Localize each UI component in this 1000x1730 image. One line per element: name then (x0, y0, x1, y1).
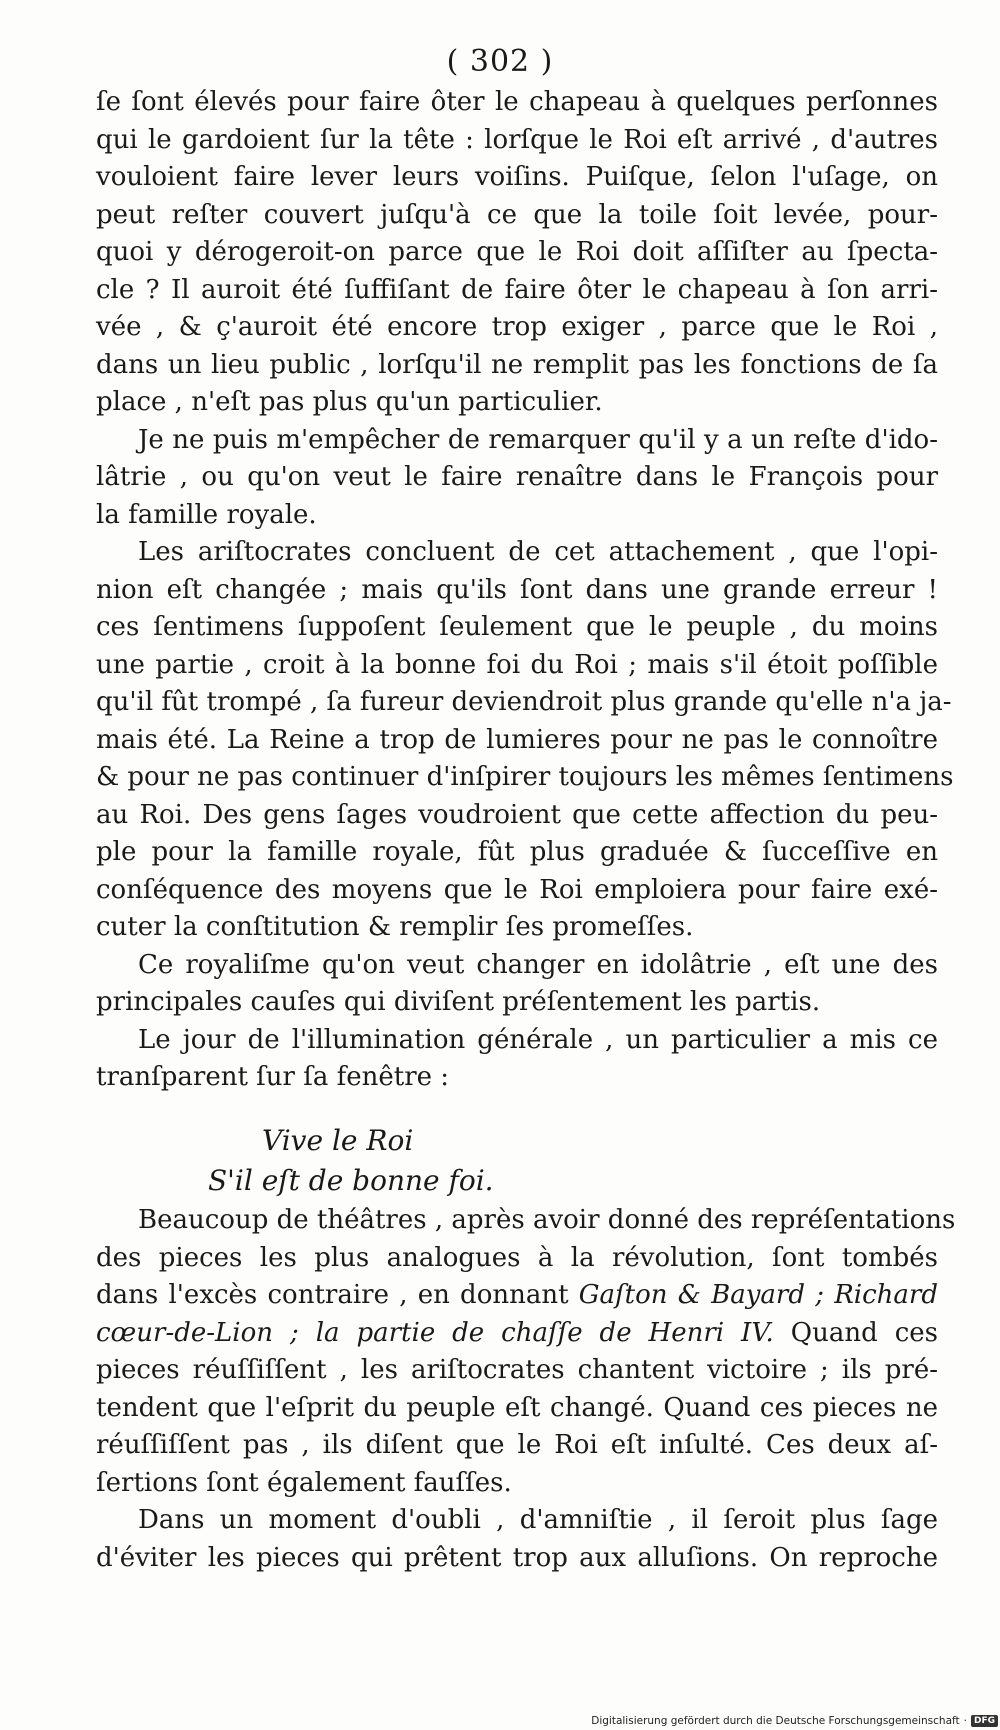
footer-credit: Digitalisierung gefördert durch die Deutsche Forschungsgemeinschaft · DFG (591, 1712, 1000, 1730)
text-run: Dans un moment d'oubli , d'amniſtie , il ſeroit plus ſage (138, 1505, 938, 1535)
text-run: dans l'excès contraire , en donnant (96, 1280, 579, 1310)
text-line (96, 1502, 938, 1540)
verse-line-1: Vive le Roi (262, 1124, 414, 1157)
body-text-top (96, 84, 954, 1097)
text-line: principales cauſes qui diviſent préſentement les partis. (96, 987, 821, 1017)
text-run: tendent que l'eſprit du peuple eſt changé. Quand ces pieces ne (96, 1392, 938, 1423)
text-line (96, 1277, 938, 1315)
text-line (96, 1240, 938, 1278)
text-line: lâtrie , ou qu'on veut le faire renaître dans le François pour (96, 462, 938, 492)
text-line (96, 1315, 938, 1353)
dfg-logo: DFG (971, 1715, 998, 1727)
text-run: réuſſiſſent pas , ils diſent que le Roi eſt inſulté. Ces deux aſ- (96, 1430, 938, 1460)
text-line: vée , & ç'auroit été encore trop exiger , parce que le Roi , (96, 312, 938, 342)
text-line: cle ? Il auroit été ſuffiſant de faire ôter le chapeau à ſon arri- (96, 274, 938, 305)
verse-line-2: S'il eſt de bonne foi. (208, 1164, 494, 1197)
text-line: vouloient faire lever leurs voiſins. Puiſque, ſelon l'uſage, on (96, 162, 938, 192)
text-line (96, 1427, 938, 1465)
text-line: peut reſter couvert juſqu'à ce que la toile ſoit levée, pour- (96, 199, 938, 230)
text-line: cuter la conſtitution & remplir ſes promeſſes. (96, 912, 694, 942)
text-line: Les ariſtocrates concluent de cet attachement , que l'opi- (138, 537, 938, 567)
text-line: place , n'eſt pas plus qu'un particulier. (96, 387, 603, 417)
text-line (96, 1465, 938, 1503)
text-line: & pour ne pas continuer d'inſpirer toujours les mêmes ſentimens (96, 762, 954, 792)
text-run: Quand ces (773, 1317, 938, 1348)
text-line: mais été. La Reine a trop de lumieres pour ne pas le connoître (96, 724, 938, 755)
italic-title: Gaſton & Bayard ; Richard (578, 1280, 938, 1310)
text-line (96, 1352, 938, 1390)
text-line (96, 1540, 938, 1578)
text-line: au Roi. Des gens ſages voudroient que cette affection du peu- (96, 799, 938, 830)
text-line: ple pour la famille royale, fût plus graduée & ſucceſſive en (96, 837, 938, 867)
text-line (96, 1390, 938, 1428)
text-line: une partie , croit à la bonne foi du Roi ; mais s'il étoit poſſible (96, 649, 938, 680)
text-line: dans un lieu public , lorſqu'il ne remplit pas les fonctions de ſa (96, 349, 938, 380)
italic-title: cœur-de-Lion ; la partie de chaſſe de Henri IV. (96, 1317, 774, 1348)
text-run: ſertions ſont également fauſſes. (96, 1467, 512, 1498)
footer-text: Digitalisierung gefördert durch die Deutsche Forschungsgemeinschaft (591, 1715, 960, 1727)
text-line: ſe ſont élevés pour faire ôter le chapeau à quelques perſonnes (96, 87, 938, 117)
text-line: quoi y dérogeroit-on parce que le Roi doit aſſiſter au ſpecta- (96, 237, 938, 267)
text-run: des pieces les plus analogues à la révolution, ſont tombés (96, 1242, 938, 1273)
text-run: pieces réuſſiſſent , les ariſtocrates chantent victoire ; ils pré- (96, 1355, 938, 1385)
text-line: tranſparent ſur ſa fenêtre : (96, 1062, 450, 1092)
text-line: ces ſentimens ſuppoſent ſeulement que le peuple , du moins (96, 612, 938, 642)
text-run: d'éviter les pieces qui prêtent trop aux alluſions. On reproche (96, 1542, 938, 1573)
page-number: ( 302 ) (446, 44, 554, 79)
text-line: qu'il fût trompé , ſa fureur deviendroit plus grande qu'elle n'a ja- (96, 687, 952, 717)
text-line: qui le gardoient ſur la tête : lorſque le Roi eſt arrivé , d'autres (96, 124, 938, 155)
text-line (96, 1202, 956, 1240)
text-line: la famille royale. (96, 499, 317, 530)
body-text-bottom (96, 1202, 956, 1577)
text-line: Ce royaliſme qu'on veut changer en idolâtrie , eſt une des (138, 949, 938, 980)
text-line: Le jour de l'illumination générale , un particulier a mis ce (138, 1024, 938, 1055)
text-line: nion eſt changée ; mais qu'ils ſont dans une grande erreur ! (96, 574, 938, 605)
text-run: Beaucoup de théâtres , après avoir donné des repréſentations (138, 1205, 956, 1235)
text-line: conſéquence des moyens que le Roi emploiera pour faire exé- (96, 874, 938, 905)
text-line: Je ne puis m'empêcher de remarquer qu'il y a un reſte d'ido- (138, 424, 938, 455)
